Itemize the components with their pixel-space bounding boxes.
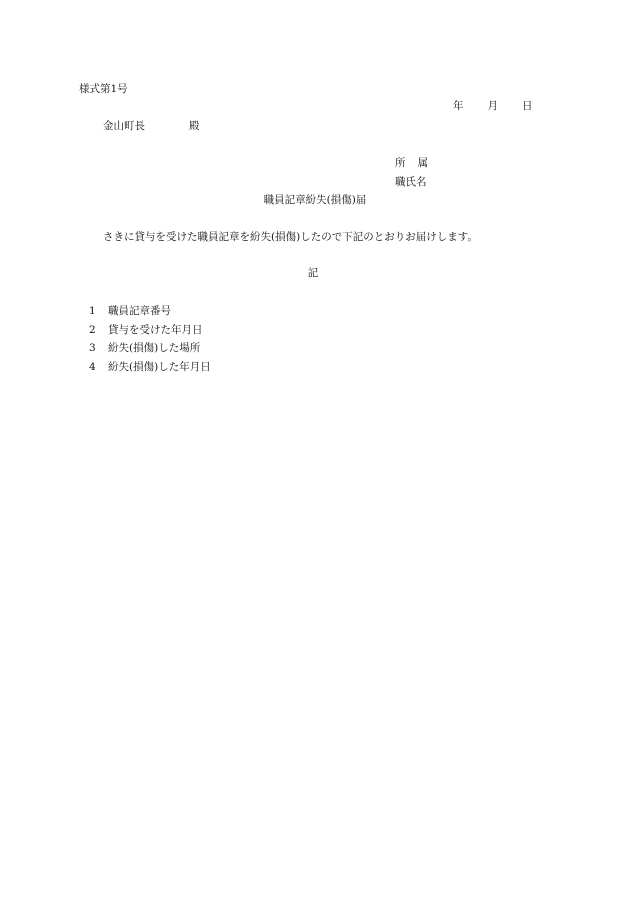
ki-heading: 記 (307, 267, 319, 279)
item-text: 貸与を受けた年月日 (108, 324, 203, 336)
list-item (89, 323, 203, 337)
list-item (89, 304, 171, 318)
affiliation-label-second: 属 (417, 157, 428, 169)
item-number: 4 (89, 361, 96, 373)
item-text: 職員記章番号 (108, 305, 171, 317)
document-title: 職員記章紛失(損傷)届 (263, 194, 367, 206)
item-number: 1 (89, 305, 96, 317)
affiliation-label (395, 156, 428, 170)
name-label: 職氏名 (395, 176, 427, 188)
form-number: 様式第1号 (79, 83, 128, 95)
addressee-honorific: 殿 (189, 120, 200, 132)
item-text: 紛失(損傷)した場所 (108, 342, 201, 354)
date-year-label: 年 (453, 100, 464, 112)
addressee-name: 金山町長 (103, 120, 145, 132)
addressee (103, 119, 200, 133)
item-text: 紛失(損傷)した年月日 (108, 361, 211, 373)
date-line (453, 99, 533, 113)
date-month-label: 月 (487, 100, 498, 112)
body-text: さきに貸与を受けた職員記章を紛失(損傷)したので下記のとおりお届けします。 (103, 231, 478, 243)
list-item (89, 360, 211, 374)
affiliation-label-first: 所 (395, 157, 406, 169)
item-number: 3 (89, 342, 96, 354)
list-item (89, 341, 200, 355)
item-number: 2 (89, 324, 96, 336)
date-day-label: 日 (522, 100, 533, 112)
